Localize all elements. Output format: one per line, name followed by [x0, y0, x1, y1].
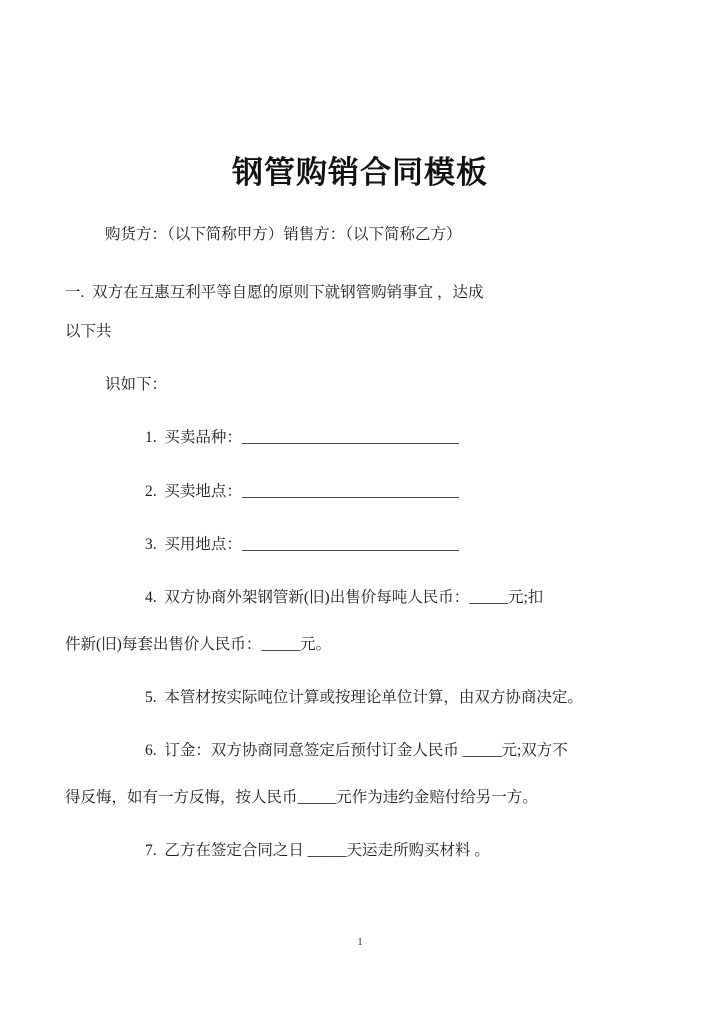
clause-6-line-2: 得反悔，如有一方反悔，按人民币_____元作为违约金赔付给另一方。: [65, 789, 538, 807]
spacer: [0, 504, 720, 532]
spacer: [0, 610, 720, 632]
clause-5-line-1: 5. 本管材按实际吨位计算或按理论单位计算，由双方协商决定。: [145, 688, 583, 706]
parties-line: 购货方：（以下简称甲方）销售方：（以下简称乙方）: [105, 226, 462, 243]
preamble-line-2: 以下共: [65, 323, 112, 341]
spacer: [0, 247, 720, 280]
clause-6-line-1: 6. 订金：双方协商同意签定后预付订金人民币 _____元;双方不: [145, 742, 568, 760]
clause-1-line-1: 1. 买卖品种：____________________________: [145, 429, 459, 447]
preamble-line-1: 一. 双方在互惠互利平等自愿的原则下就钢管购销事宜 ，达成: [65, 284, 484, 302]
clause-4-line-1: 4. 双方协商外架钢管新(旧)出售价每吨人民币：_____元;扣: [145, 588, 544, 606]
clause-7-line-1: 7. 乙方在签定合同之日 _____天运走所购买材料 。: [145, 842, 490, 860]
preamble-line-3: 识如下：: [105, 376, 168, 394]
spacer: [0, 657, 720, 685]
clause-4-line-2: 件新(旧)每套出售价人民币：_____元。: [65, 635, 332, 653]
spacer: [0, 397, 720, 425]
spacer: [0, 305, 720, 319]
page-number: 1: [357, 936, 363, 948]
spacer: [0, 710, 720, 738]
spacer: [0, 810, 720, 838]
document-body: [0, 222, 720, 863]
clause-3-line-1: 3. 买用地点：____________________________: [145, 535, 459, 553]
spacer: [0, 344, 720, 372]
spacer: [0, 451, 720, 479]
spacer: [0, 557, 720, 585]
clause-2-line-1: 2. 买卖地点：____________________________: [145, 482, 459, 500]
page-title: 钢管购销合同模板: [232, 154, 488, 190]
spacer: [0, 763, 720, 785]
